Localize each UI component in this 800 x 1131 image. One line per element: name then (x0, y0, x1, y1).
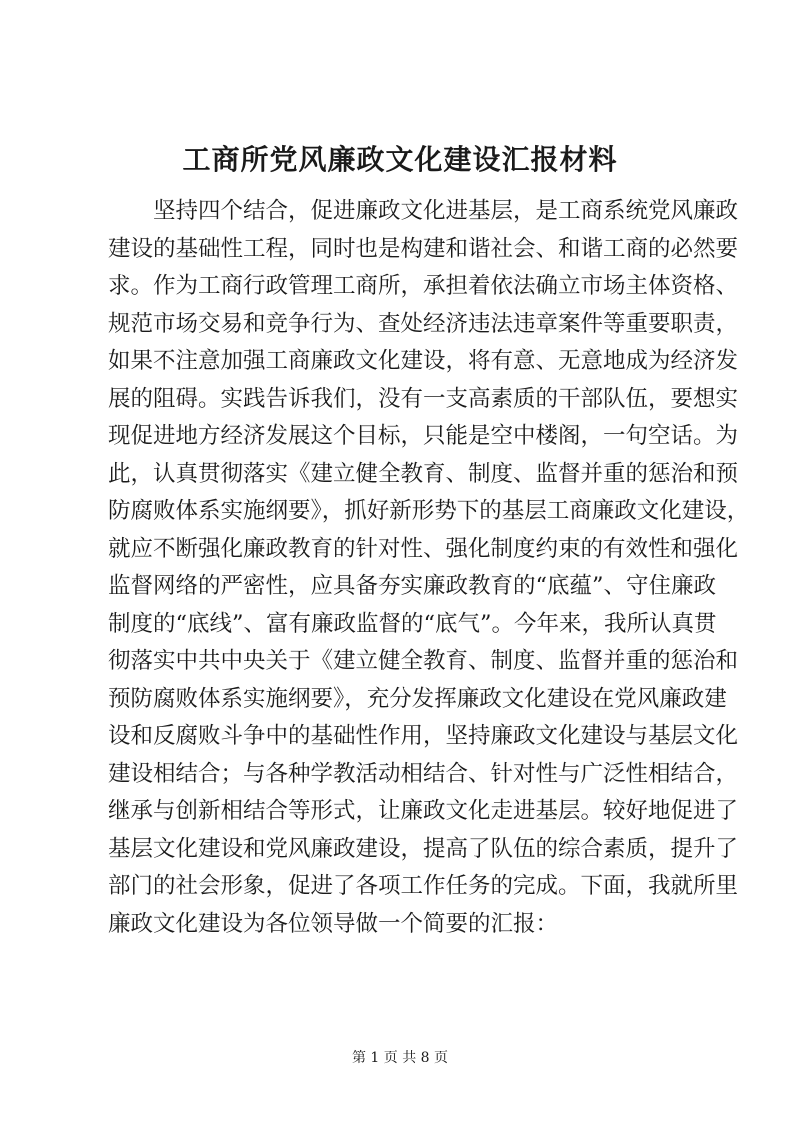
paragraph-line: 就应不断强化廉政教育的针对性、强化制度约束的有效性和强化 (108, 535, 739, 562)
paragraph-line: 规范市场交易和竞争行为、查处经济违法违章案件等重要职责， (108, 310, 739, 337)
paragraph-line: 求。作为工商行政管理工商所，承担着依法确立市场主体资格、 (108, 273, 739, 299)
paragraph-line: 部门的社会形象，促进了各项工作任务的完成。下面，我就所里 (108, 873, 739, 899)
paragraph-line: 如果不注意加强工商廉政文化建设，将有意、无意地成为经济发 (108, 348, 739, 374)
document-title: 工商所党风廉政文化建设汇报材料 (182, 143, 618, 176)
body-paragraph (108, 193, 750, 943)
paragraph-line: 现促进地方经济发展这个目标，只能是空中楼阁，一句空话。为 (108, 423, 739, 449)
paragraph-line: 建设的基础性工程，同时也是构建和谐社会、和谐工商的必然要 (108, 235, 739, 262)
paragraph-line: 坚持四个结合，促进廉政文化进基层，是工商系统党风廉政 (153, 198, 739, 224)
page-number-footer: 第 1 页 共 8 页 (351, 1050, 449, 1066)
paragraph-line: 基层文化建设和党风廉政建设，提高了队伍的综合素质，提升了 (108, 835, 739, 862)
paragraph-line: 彻落实中共中央关于《建立健全教育、制度、监督并重的惩治和 (108, 648, 739, 674)
paragraph-line: 监督网络的严密性，应具备夯实廉政教育的“底蕴”、守住廉政 (108, 573, 717, 599)
paragraph-line: 设和反腐败斗争中的基础性作用，坚持廉政文化建设与基层文化 (108, 723, 739, 749)
paragraph-line: 廉政文化建设为各位领导做一个简要的汇报： (108, 910, 559, 937)
paragraph-line: 制度的“底线”、富有廉政监督的“底气”。今年来，我所认真贯 (108, 610, 717, 637)
paragraph-line: 预防腐败体系实施纲要》，充分发挥廉政文化建设在党风廉政建 (108, 685, 727, 712)
paragraph-line: 防腐败体系实施纲要》，抓好新形势下的基层工商廉政文化建设， (108, 498, 750, 524)
paragraph-line: 展的阻碍。实践告诉我们，没有一支高素质的干部队伍，要想实 (108, 385, 739, 412)
paragraph-line: 继承与创新相结合等形式，让廉政文化走进基层。较好地促进了 (108, 798, 739, 824)
paragraph-line: 建设相结合；与各种学教活动相结合、针对性与广泛性相结合， (108, 760, 739, 787)
paragraph-line: 此，认真贯彻落实《建立健全教育、制度、监督并重的惩治和预 (108, 460, 739, 487)
